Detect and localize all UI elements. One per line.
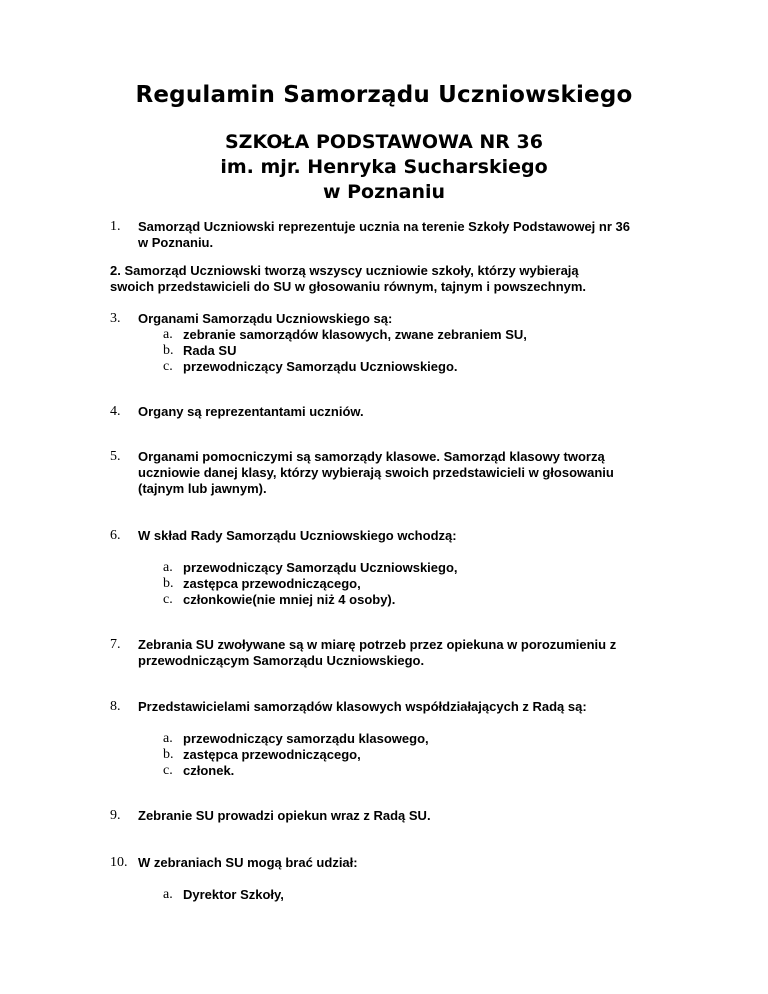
sub-item xyxy=(163,576,683,592)
sub-item xyxy=(163,560,683,576)
item-text: Organy są reprezentantami uczniów. xyxy=(138,404,364,419)
sub-item-text: przewodniczący Samorządu Uczniowskiego, xyxy=(183,560,458,575)
sub-item-text: Dyrektor Szkoły, xyxy=(183,887,284,902)
school-name: SZKOŁA PODSTAWOWA NR 36 xyxy=(225,131,543,153)
sub-item xyxy=(163,343,683,359)
sub-item-letter: b. xyxy=(163,343,174,358)
item-number: 3. xyxy=(110,311,121,326)
item-number: 1. xyxy=(110,219,121,234)
sub-item xyxy=(163,592,683,608)
item-number: 4. xyxy=(110,404,121,419)
sub-item xyxy=(163,887,683,903)
sub-item-text: zastępca przewodniczącego, xyxy=(183,747,361,762)
sub-item-letter: c. xyxy=(163,592,173,607)
sub-item xyxy=(163,731,683,747)
item-number: 8. xyxy=(110,699,121,714)
sub-item-letter: c. xyxy=(163,763,173,778)
item-number: 9. xyxy=(110,808,121,823)
item-text: Organami pomocniczymi są samorządy klasowe. Samorząd klasowy tworzą xyxy=(138,449,605,464)
item-text: w Poznaniu. xyxy=(138,235,214,250)
item-text: swoich przedstawicieli do SU w głosowaniu równym, tajnym i powszechnym. xyxy=(110,279,587,294)
item-text: przewodniczącym Samorządu Uczniowskiego. xyxy=(138,653,425,668)
sub-item-letter: c. xyxy=(163,359,173,374)
item-number: 7. xyxy=(110,637,121,652)
sub-item-text: przewodniczący Samorządu Uczniowskiego. xyxy=(183,359,458,374)
item-text: W skład Rady Samorządu Uczniowskiego wchodzą: xyxy=(138,528,457,543)
item-text: Zebrania SU zwoływane są w miarę potrzeb przez opiekuna w porozumieniu z xyxy=(138,637,617,652)
sub-item-letter: b. xyxy=(163,747,174,762)
school-city: w Poznaniu xyxy=(322,181,446,203)
sub-item-text: zastępca przewodniczącego, xyxy=(183,576,361,591)
item-text: Przedstawicielami samorządów klasowych współdziałających z Radą są: xyxy=(138,699,587,714)
item-number: 5. xyxy=(110,449,121,464)
sub-item-letter: a. xyxy=(163,731,173,746)
item-text: (tajnym lub jawnym). xyxy=(138,481,267,496)
sub-item xyxy=(163,327,683,343)
sub-item-text: Rada SU xyxy=(183,343,237,358)
item-text: uczniowie danej klasy, którzy wybierają swoich przedstawicieli w głosowaniu xyxy=(138,465,614,480)
item-text: Samorząd Uczniowski reprezentuje ucznia na terenie Szkoły Podstawowej nr 36 xyxy=(138,219,630,234)
item-number: 6. xyxy=(110,528,121,543)
sub-item xyxy=(163,763,683,779)
sub-item-text: przewodniczący samorządu klasowego, xyxy=(183,731,429,746)
item-text: 2. Samorząd Uczniowski tworzą wszyscy uczniowie szkoły, którzy wybierają xyxy=(110,263,579,278)
item-number: 10. xyxy=(110,855,128,870)
sub-item-letter: b. xyxy=(163,576,174,591)
sub-item-letter: a. xyxy=(163,327,173,342)
school-patron: im. mjr. Henryka Sucharskiego xyxy=(220,156,548,178)
sub-item xyxy=(163,359,683,375)
sub-item-letter: a. xyxy=(163,887,173,902)
sub-item xyxy=(163,747,683,763)
item-text: W zebraniach SU mogą brać udział: xyxy=(138,855,358,870)
sub-item-text: członek. xyxy=(183,763,235,778)
sub-item-letter: a. xyxy=(163,560,173,575)
document-title: Regulamin Samorządu Uczniowskiego xyxy=(135,82,633,108)
sub-item-text: członkowie(nie mniej niż 4 osoby). xyxy=(183,592,396,607)
sub-item-text: zebranie samorządów klasowych, zwane zebraniem SU, xyxy=(183,327,527,342)
item-text: Zebranie SU prowadzi opiekun wraz z Radą SU. xyxy=(138,808,431,823)
item-text: Organami Samorządu Uczniowskiego są: xyxy=(138,311,393,326)
school-header xyxy=(0,130,768,205)
